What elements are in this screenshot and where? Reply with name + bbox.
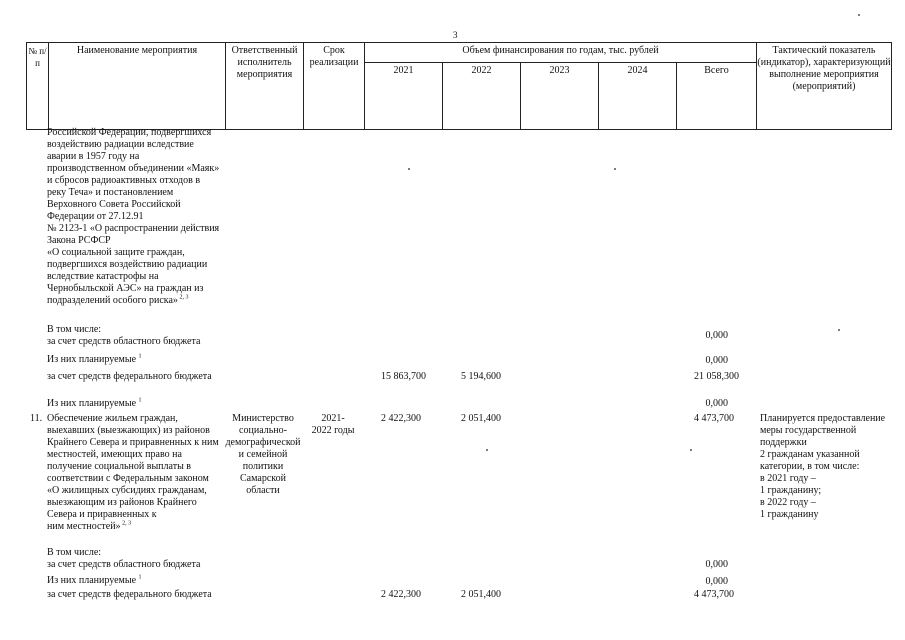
text-line: соответствии с Федеральным законом (47, 473, 209, 484)
text-line: 1 гражданину; (760, 485, 822, 496)
row11-term (304, 413, 362, 437)
block1-including: В том числе: (47, 324, 102, 335)
text-line: Закона РСФСР (47, 235, 111, 246)
block1-regional-label: за счет средств областного бюджета (47, 336, 201, 347)
row11-number: 11. (30, 413, 43, 424)
block1-planned2-label: Из них планируемые $^1$ (47, 397, 142, 409)
text-line: Крайнего Севера и приравненных к ним (47, 437, 219, 448)
page-number: 3 (453, 30, 458, 40)
text-line: в 2021 году – (760, 473, 816, 484)
footnote-ref: 2, 3 (177, 294, 189, 301)
text-line: получение социальной выплаты в (47, 461, 192, 472)
header-year-2024: 2024 (598, 62, 676, 130)
header-indicator: Тактический показатель (индикатор), характеризующий выполнение мероприятия (мероприятий) (756, 42, 892, 130)
text-line: Самарской (240, 473, 286, 484)
text-line: Российской Федерации, подвергшихся (47, 127, 212, 138)
footnote-ref: 2, 3 (120, 520, 132, 527)
row11-total: 4 473,700 (694, 413, 734, 424)
block1-planned2-total: 0,000 (705, 398, 728, 409)
block2-federal-label: за счет средств федерального бюджета (47, 589, 212, 600)
text-line: Верховного Совета Российской (47, 199, 181, 210)
scan-speck (614, 168, 616, 170)
text-line: Чернобыльской АЭС» на граждан из (47, 283, 204, 294)
block2-federal-2021: 2 422,300 (381, 589, 421, 600)
header-year-2022: 2022 (442, 62, 520, 130)
block1-federal-total: 21 058,300 (694, 371, 739, 382)
block2-planned-label: Из них планируемые $^1$ (47, 574, 142, 586)
header-name: Наименование мероприятия (48, 42, 225, 130)
block1-federal-2022: 5 194,600 (461, 371, 501, 382)
block1-federal-label: за счет средств федерального бюджета (47, 371, 212, 382)
row11-measure-name (47, 413, 219, 533)
text-line: Обеспечение жильем граждан, (47, 413, 178, 424)
text-line: ним местностей» $^{2, 3}$ (47, 520, 132, 532)
row11-indicator (760, 413, 885, 521)
scan-speck (838, 329, 840, 331)
block2-planned-total: 0,000 (705, 576, 728, 587)
text-line: местностей, имеющих право на (47, 449, 182, 460)
block2-including: В том числе: (47, 547, 102, 558)
text-line: области (246, 485, 280, 496)
text-line: «О социальной защите граждан, (47, 247, 185, 258)
text-line: поддержки (760, 437, 807, 448)
row11-2022: 2 051,400 (461, 413, 501, 424)
block2-federal-total: 4 473,700 (694, 589, 734, 600)
text-line: 2 гражданам указанной (760, 449, 860, 460)
header-year-2021: 2021 (364, 62, 442, 130)
scan-speck (408, 168, 410, 170)
text-line: выехавших (выезжающих) из районов (47, 425, 210, 436)
text-line: политики (242, 461, 284, 472)
text-line: демографической (225, 437, 301, 448)
header-executor: Ответственный исполнитель мероприятия (225, 42, 303, 130)
text-line: 1 гражданину (760, 509, 819, 520)
row11-executor (224, 413, 302, 497)
block1-federal-2021: 15 863,700 (381, 371, 426, 382)
text-line: вследствие катастрофы на (47, 271, 159, 282)
text-line: и семейной (238, 449, 288, 460)
text-line: выезжающим из районов Крайнего (47, 497, 197, 508)
scan-speck (690, 449, 692, 451)
header-term: Срок реализации (303, 42, 364, 130)
block2-regional-total: 0,000 (705, 559, 728, 570)
text-line: в 2022 году – (760, 497, 816, 508)
text-line: Планируется предоставление (760, 413, 886, 424)
continued-measure-text (47, 127, 219, 307)
scan-speck (858, 14, 860, 16)
text-line: подразделений особого риска» $^{2, 3}$ (47, 294, 189, 306)
block2-federal-2022: 2 051,400 (461, 589, 501, 600)
block2-regional-label: за счет средств областного бюджета (47, 559, 201, 570)
text-line: 2021- (321, 413, 345, 424)
text-line: воздействию радиации вследствие (47, 139, 194, 150)
table-header (26, 42, 892, 130)
text-line: подвергшихся воздействию радиации (47, 259, 208, 270)
text-line: 2022 годы (311, 425, 355, 436)
text-line: реку Теча» и постановлением (47, 187, 174, 198)
block1-regional-total: 0,000 (705, 330, 728, 341)
text-line: Федерации от 27.12.91 (47, 211, 144, 222)
text-line: аварии в 1957 году на (47, 151, 140, 162)
text-line: производственном объединении «Маяк» (47, 163, 220, 174)
text-line: Министерство (232, 413, 294, 424)
text-line: и сбросов радиоактивных отходов в (47, 175, 201, 186)
text-line: Севера и приравненных к (47, 509, 157, 520)
header-funding: Объем финансирования по годам, тыс. рублей (364, 42, 756, 63)
header-num: № п/п (26, 42, 48, 130)
scan-speck (486, 449, 488, 451)
text-line: меры государственной (760, 425, 857, 436)
header-total: Всего (676, 62, 756, 130)
text-line: «О жилищных субсидиях гражданам, (47, 485, 207, 496)
text-line: социально- (239, 425, 287, 436)
block1-planned-label: Из них планируемые $^1$ (47, 353, 142, 365)
row11-2021: 2 422,300 (381, 413, 421, 424)
text-line: категории, в том числе: (760, 461, 860, 472)
block1-planned-total: 0,000 (705, 355, 728, 366)
text-line: № 2123-1 «О распространении действия (47, 223, 220, 234)
header-year-2023: 2023 (520, 62, 598, 130)
